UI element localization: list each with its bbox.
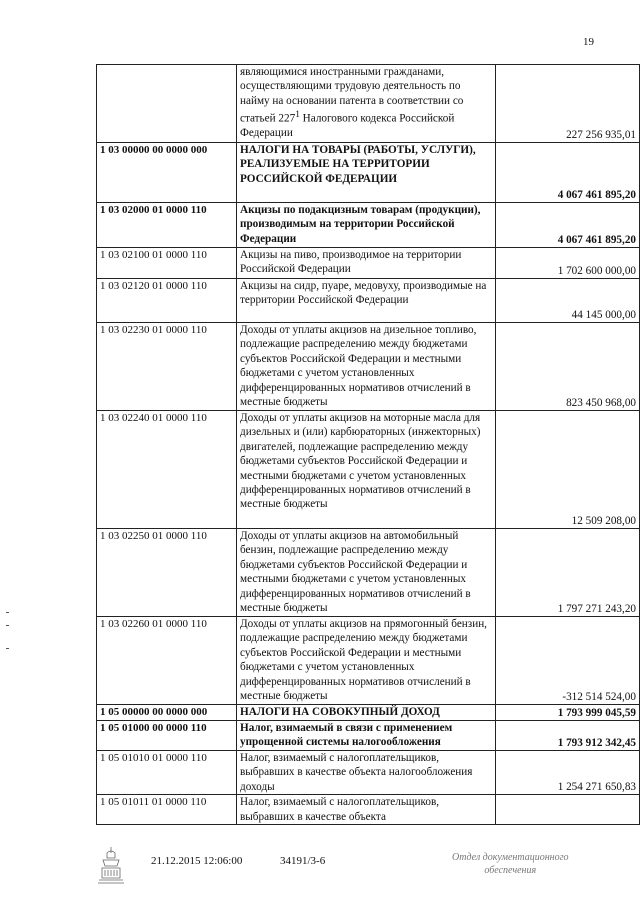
row-description: Акцизы на сидр, пуаре, медовуху, производимые на территории Российской Федерации (237, 279, 496, 323)
stamp-line-2: обеспечения (484, 865, 537, 876)
row-amount: 1 793 999 045,59 (496, 705, 640, 721)
table-row (97, 248, 640, 279)
margin-mark (6, 612, 9, 613)
row-amount: -312 514 524,00 (496, 617, 640, 705)
row-description: Налог, взимаемый с налогоплательщиков, выбравших в качестве объекта (237, 795, 496, 825)
table-row (97, 529, 640, 617)
budget-code: 1 03 00000 00 0000 000 (97, 143, 237, 203)
row-amount: 4 067 461 895,20 (496, 143, 640, 203)
row-amount: 1 793 912 342,45 (496, 721, 640, 751)
row-description: Доходы от уплаты акцизов на прямогонный бензин, подлежащие распределению между бюджетами субъектов Российской Федерации и местными бюджетами с учетом установленных дифференцированных нормативов отчислений в местные бюджеты (237, 617, 496, 705)
budget-code: 1 05 01011 01 0000 110 (97, 795, 237, 825)
budget-code: 1 03 02230 01 0000 110 (97, 323, 237, 411)
row-amount (496, 795, 640, 825)
row-amount: 12 509 208,00 (496, 411, 640, 529)
row-amount: 1 254 271 650,83 (496, 751, 640, 795)
row-description: Акцизы на пиво, производимое на территории Российской Федерации (237, 248, 496, 279)
footer-document-number: 34191/3-6 (280, 855, 326, 867)
budget-code: 1 03 02240 01 0000 110 (97, 411, 237, 529)
row-description: Налог, взимаемый в связи с применением упрощенной системы налогообложения (237, 721, 496, 751)
revenue-table (96, 64, 640, 825)
budget-code: 1 05 01010 01 0000 110 (97, 751, 237, 795)
row-description: Доходы от уплаты акцизов на дизельное топливо, подлежащие распределению между бюджетами субъектов Российской Федерации и местными бюджетами с учетом установленных дифференцированных нормативов отчислений в местные бюджеты (237, 323, 496, 411)
revenue-table-body (97, 65, 640, 825)
margin-mark (6, 625, 9, 626)
page-number: 19 (583, 36, 594, 48)
table-row (97, 323, 640, 411)
budget-code (97, 65, 237, 143)
row-description: Акцизы по подакцизным товарам (продукции), производимым на территории Российской Федерации (237, 203, 496, 248)
table-row (97, 751, 640, 795)
row-description: являющимися иностранными гражданами, осуществляющими трудовую деятельность по найму на основании патента в соответствии со статьей $227^1$ Налогового кодекса Российской Федерации (237, 65, 496, 143)
budget-code: 1 03 02120 01 0000 110 (97, 279, 237, 323)
row-amount: 4 067 461 895,20 (496, 203, 640, 248)
table-row (97, 795, 640, 825)
table-row (97, 617, 640, 705)
table-row (97, 721, 640, 751)
department-stamp (452, 851, 569, 877)
budget-code: 1 03 02250 01 0000 110 (97, 529, 237, 617)
row-amount: 1 702 600 000,00 (496, 248, 640, 279)
stamp-line-1: Отдел документационного (452, 852, 569, 863)
row-description: Доходы от уплаты акцизов на автомобильный бензин, подлежащие распределению между бюджетами субъектов Российской Федерации и местными бюджетами с учетом установленных дифференцированных нормативов отчислений в местные бюджеты (237, 529, 496, 617)
row-description: НАЛОГИ НА СОВОКУПНЫЙ ДОХОД (237, 705, 496, 721)
row-amount: 44 145 000,00 (496, 279, 640, 323)
row-description: Налог, взимаемый с налогоплательщиков, выбравших в качестве объекта налогообложения доходы (237, 751, 496, 795)
budget-code: 1 05 01000 00 0000 110 (97, 721, 237, 751)
table-row (97, 143, 640, 203)
row-description: Доходы от уплаты акцизов на моторные масла для дизельных и (или) карбюраторных (инжекторных) двигателей, подлежащие распределению между бюджетами субъектов Российской Федерации и местными бюджетами с учетом установленных дифференцированных нормативов отчислений в местные бюджеты (237, 411, 496, 529)
budget-code: 1 05 00000 00 0000 000 (97, 705, 237, 721)
table-row (97, 65, 640, 143)
row-amount: 823 450 968,00 (496, 323, 640, 411)
table-row (97, 279, 640, 323)
row-amount: 227 256 935,01 (496, 65, 640, 143)
budget-code: 1 03 02100 01 0000 110 (97, 248, 237, 279)
state-emblem-icon (96, 844, 126, 886)
budget-code: 1 03 02000 01 0000 110 (97, 203, 237, 248)
table-row (97, 705, 640, 721)
margin-mark (6, 648, 9, 649)
row-amount: 1 797 271 243,20 (496, 529, 640, 617)
budget-code: 1 03 02260 01 0000 110 (97, 617, 237, 705)
table-row (97, 411, 640, 529)
footer-timestamp: 21.12.2015 12:06:00 (151, 855, 243, 867)
table-row (97, 203, 640, 248)
row-description: НАЛОГИ НА ТОВАРЫ (РАБОТЫ, УСЛУГИ), РЕАЛИЗУЕМЫЕ НА ТЕРРИТОРИИ РОССИЙСКОЙ ФЕДЕРАЦИИ (237, 143, 496, 203)
